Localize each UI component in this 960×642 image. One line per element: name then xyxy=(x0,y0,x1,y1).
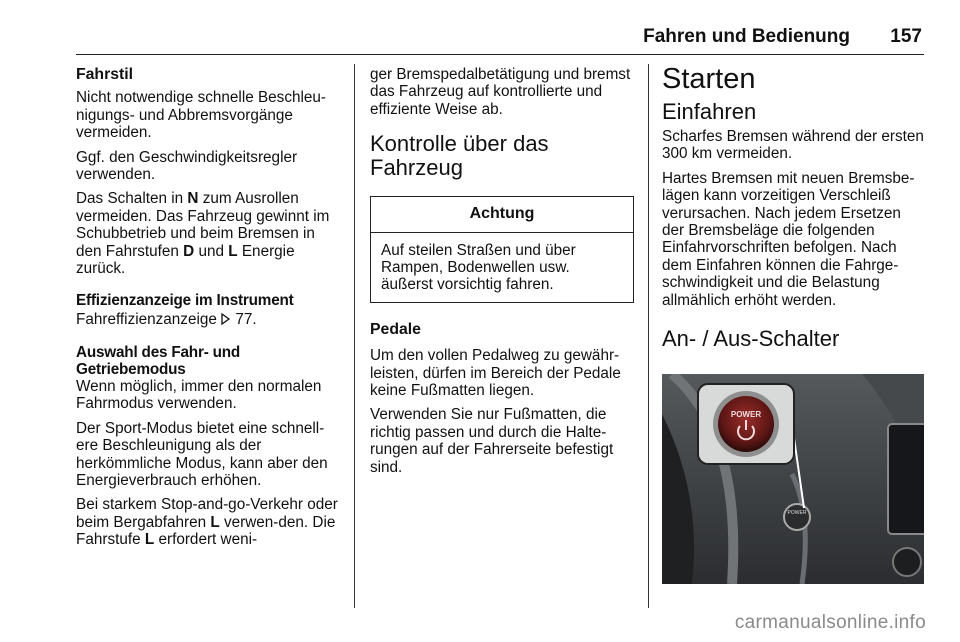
page-reference-link[interactable]: 77. xyxy=(235,311,257,329)
power-button-photo xyxy=(662,374,924,584)
heading-fahrstil: Fahrstil xyxy=(76,66,134,83)
warning-title: Achtung xyxy=(371,197,633,232)
heading-pedale: Pedale xyxy=(370,320,421,338)
paragraph: Um den vollen Pedalweg zu gewähr-leisten, dürfen im Bereich der Pedale keine Fußmatten liegen. xyxy=(370,347,621,400)
dashboard-illustration xyxy=(662,374,924,584)
paragraph: Nicht notwendige schnelle Beschleu-nigungs- und Abbremsvorgänge vermeiden. xyxy=(76,89,326,142)
paragraph: Hartes Bremsen mit neuen Bremsbe-lägen kann vorzeitigen Verschleiß verursachen. Nach jedem Ersetzen der Bremsbeläge die folgenden Einfahrvorschriften befolgen. Nach dem Einfahren können die Fahrge-schwindigkeit und die Belastung allmählich erhöht werden. xyxy=(662,169,915,309)
heading-effizienzanzeige: Effizienzanzeige im Instrument xyxy=(76,292,294,310)
column-divider-right xyxy=(648,64,649,608)
paragraph: Bei starkem Stop-and-go-Verkehr oder beim Bergabfahren L verwen-den. Die Fahrstufe L erfordert weni- xyxy=(76,496,338,549)
warning-box xyxy=(370,196,634,303)
page-number: 157 xyxy=(890,26,922,47)
warning-text: Auf steilen Straßen und über Rampen, Bodenwellen usw. äußerst vorsichtig fahren. xyxy=(381,241,576,294)
paragraph: ger Bremspedalbetätigung und bremst das Fahrzeug auf kontrollierte und effiziente Weise ab. xyxy=(370,66,631,118)
paragraph: Ggf. den Geschwindigkeitsregler verwenden. xyxy=(76,148,298,184)
heading-kontrolle: Kontrolle über das Fahrzeug xyxy=(370,131,549,181)
paragraph: Das Schalten in N zum Ausrollen vermeiden. Das Fahrzeug gewinnt im Schubbetrieb und beim Bremsen in den Fahrstufen D und L Energie zurück. xyxy=(76,190,330,278)
column-3 xyxy=(662,63,926,365)
page-reference-arrow-icon xyxy=(221,311,231,328)
running-title: Fahren und Bedienung xyxy=(643,26,850,47)
power-button-label: POWER xyxy=(730,410,762,419)
heading-an-aus-schalter: An- / Aus-Schalter xyxy=(662,326,840,352)
heading-starten: Starten xyxy=(662,63,756,95)
small-button-label: POWER xyxy=(787,510,807,516)
column-1 xyxy=(76,66,342,556)
column-divider-left xyxy=(354,64,355,608)
paragraph: Wenn möglich, immer den normalen Fahrmodus verwenden. xyxy=(76,377,322,413)
watermark: carmanualsonline.info xyxy=(734,612,926,633)
heading-getriebemodus: Auswahl des Fahr- und Getriebemodus xyxy=(76,343,241,378)
paragraph: Fahreffizienzanzeige 77. xyxy=(76,311,257,329)
paragraph: Scharfes Bremsen während der ersten 300 km vermeiden. xyxy=(662,128,924,163)
page-header xyxy=(76,26,924,52)
header-rule xyxy=(76,54,924,55)
column-2 xyxy=(370,66,634,483)
paragraph: Verwenden Sie nur Fußmatten, die richtig passen und durch die Halte-rungen auf der Fahrerseite befestigt sind. xyxy=(370,406,614,476)
paragraph: Der Sport-Modus bietet eine schnell-ere Beschleunigung als der herkömmliche Modus, kann aber den Energieverbrauch erhöhen. xyxy=(76,419,328,489)
heading-einfahren: Einfahren xyxy=(662,99,757,124)
